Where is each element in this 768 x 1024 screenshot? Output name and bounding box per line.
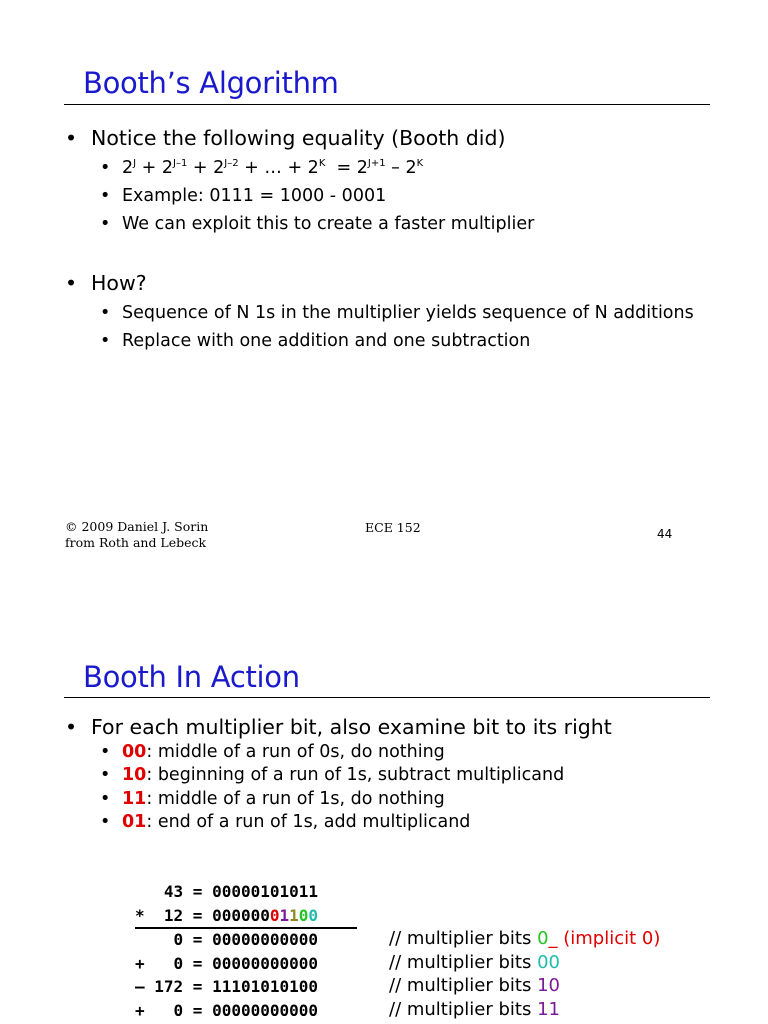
page-number: 44 — [657, 527, 673, 541]
calc-comment: // multiplier bits 0_ (implicit 0) — [389, 928, 661, 949]
calc-multiplier-row: * 12 = 00000001100 — [135, 906, 319, 925]
sub-bullet-exploit: • We can exploit this to create a faster multiplier — [122, 214, 534, 234]
case-11: • 11: middle of a run of 1s, do nothing — [122, 789, 445, 809]
case-01: • 01: end of a run of 1s, add multiplicand — [122, 812, 470, 832]
calc-partial-row: + 0 = 00000000000 — [135, 1001, 319, 1020]
title-divider — [64, 104, 710, 105]
calc-multiplicand-row: 43 = 00000101011 — [135, 882, 319, 901]
footer-copyright: © 2009 Daniel J. Sorin from Roth and Lebeck — [65, 519, 209, 550]
case-10: • 10: beginning of a run of 1s, subtract multiplicand — [122, 765, 564, 785]
bullet-examine-bits: • For each multiplier bit, also examine bit to its right — [91, 715, 612, 739]
bullet-notice-equality: • Notice the following equality (Booth did) — [91, 126, 506, 150]
footer-course: ECE 152 — [365, 520, 421, 535]
calc-divider — [135, 927, 357, 929]
calc-comment: // multiplier bits 11 — [389, 999, 560, 1020]
sub-bullet-equation: • $2^J + 2^{J-1} + 2^{J-2}$ + … + $2^K = 2^{J+1} - 2^K$ — [122, 158, 423, 178]
calc-partial-row: – 172 = 11101010100 — [135, 977, 319, 996]
slide-booth-in-action — [0, 590, 768, 1024]
case-00: • 00: middle of a run of 0s, do nothing — [122, 742, 445, 762]
calc-comment: // multiplier bits 00 — [389, 952, 560, 973]
sub-bullet-example: • Example: 0111 = 1000 - 0001 — [122, 186, 386, 206]
calc-partial-row: + 0 = 00000000000 — [135, 954, 319, 973]
calc-partial-row: 0 = 00000000000 — [135, 930, 319, 949]
title-divider — [64, 697, 710, 698]
calc-comment: // multiplier bits 10 — [389, 975, 560, 996]
sub-bullet-sequence: • Sequence of N 1s in the multiplier yields sequence of N additions — [122, 303, 694, 323]
slide-title: Booth’s Algorithm — [83, 66, 339, 100]
bullet-how: • How? — [91, 271, 147, 295]
sub-bullet-replace: • Replace with one addition and one subtraction — [122, 331, 530, 351]
slide-title: Booth In Action — [83, 660, 300, 694]
